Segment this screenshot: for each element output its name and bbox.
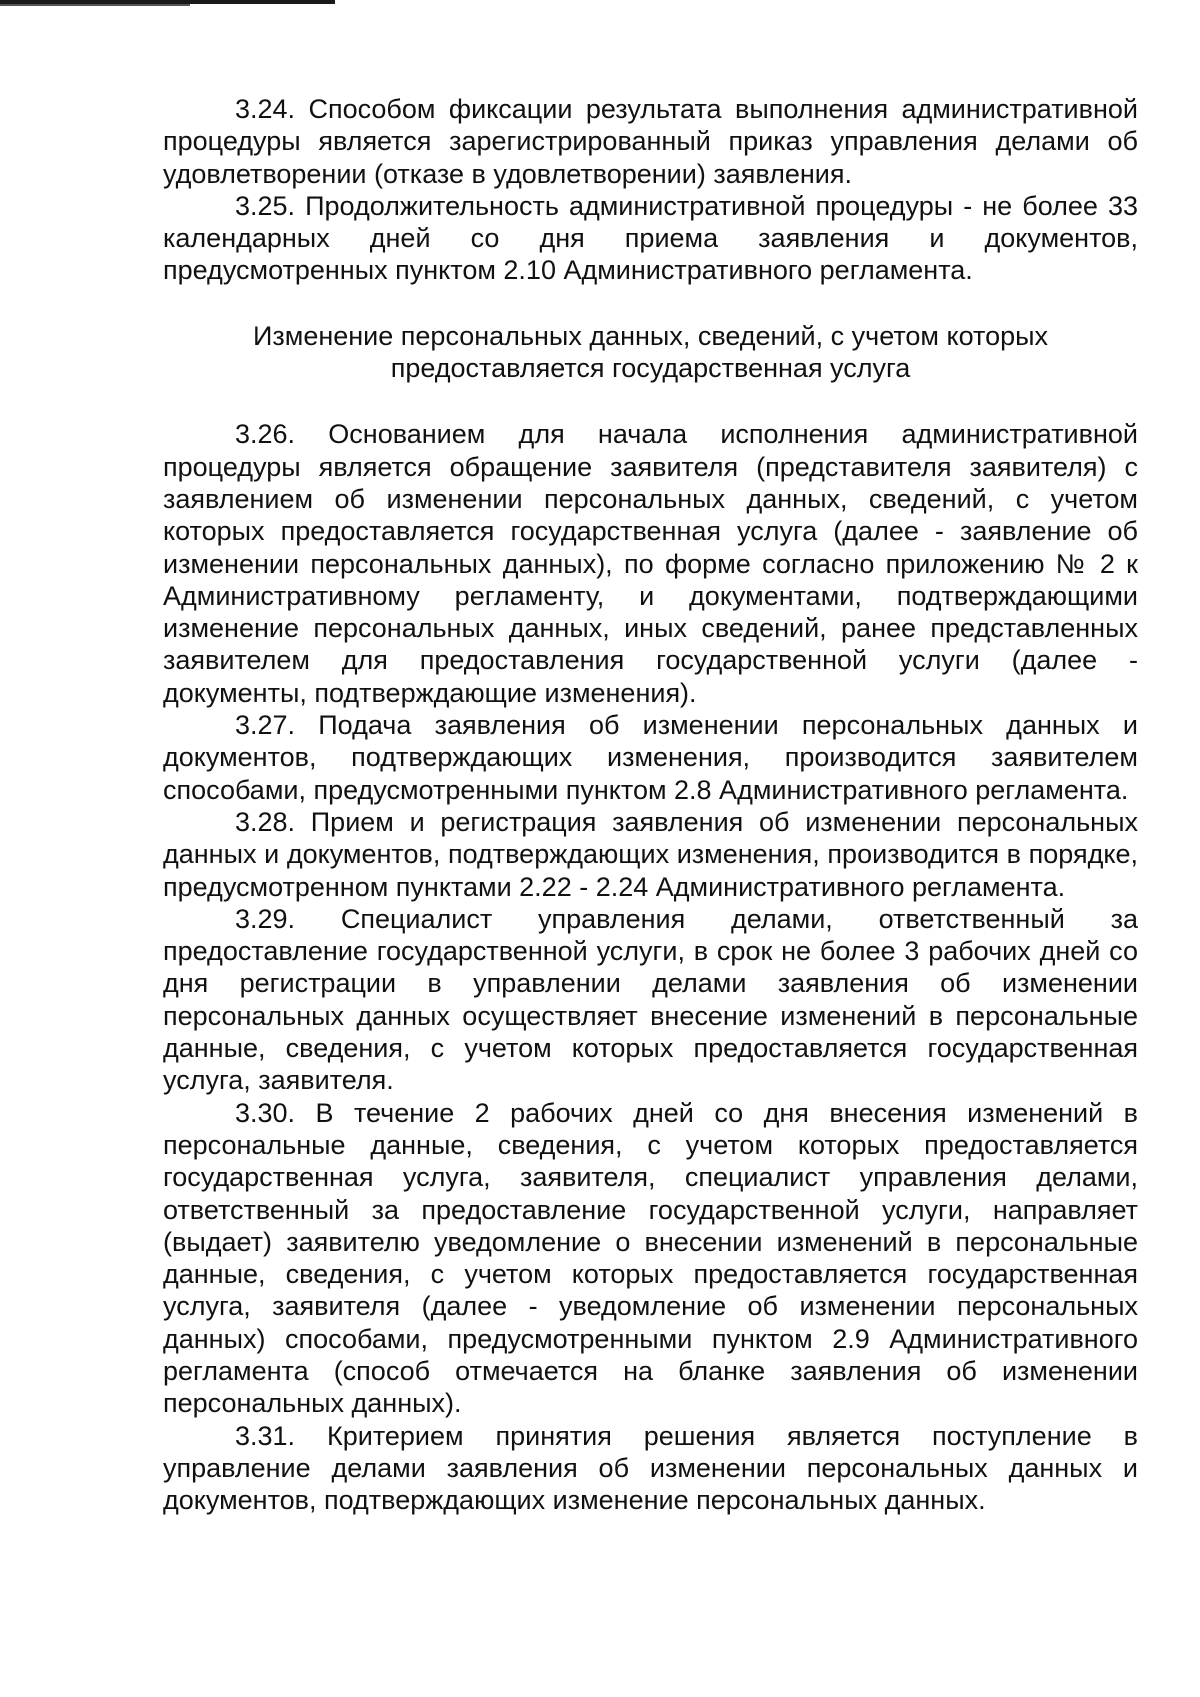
paragraph-3-31: 3.31. Критерием принятия решения является поступление в управление делами заявления об изменении персональных данных и документов, подтверждающих изменение персональных данных. — [163, 1420, 1138, 1516]
scan-edge-mark — [0, 0, 335, 4]
paragraph-3-26: 3.26. Основанием для начала исполнения административной процедуры является обращение заявителя (представителя заявителя) с заявлением об изменении персональных данных, сведений, с учетом которых предоставляется государственная услуга (далее - заявление об изменении персональных данных), по форме согласно приложению № 2 к Административному регламенту, и документами, подтверждающими изменение персональных данных, иных сведений, ранее представленных заявителем для предоставления государственной услуги (далее - документы, подтверждающие изменения). — [163, 419, 1138, 708]
paragraph-3-29: 3.29. Специалист управления делами, ответственный за предоставление государственной услуги, в срок не более 3 рабочих дней со дня регистрации в управлении делами заявления об изменении персональных данных осуществляет внесение изменений в персональные данные, сведения, с учетом которых предоставляется государственная услуга, заявителя. — [163, 903, 1138, 1096]
paragraph-3-27: 3.27. Подача заявления об изменении персональных данных и документов, подтверждающих изменения, производится заявителем способами, предусмотренными пунктом 2.8 Административного регламента. — [163, 710, 1138, 805]
paragraph-3-30: 3.30. В течение 2 рабочих дней со дня внесения изменений в персональные данные, сведения, с учетом которых предоставляется государственная услуга, заявителя, специалист управления делами, ответственный за предоставление государственной услуги, направляет (выдает) заявителю уведомление о внесении изменений в персональные данные, сведения, с учетом которых предоставляется государственная услуга, заявителя (далее - уведомление об изменении персональных данных) способами, предусмотренными пунктом 2.9 Административного регламента (способ отмечается на бланке заявления об изменении персональных данных). — [163, 1097, 1138, 1419]
paragraph-3-24: 3.24. Способом фиксации результата выполнения административной процедуры является зарегистрированный приказ управления делами об удовлетворении (отказе в удовлетворении) заявления. — [163, 94, 1138, 189]
paragraph-3-25: 3.25. Продолжительность административной процедуры - не более 33 календарных дней со дня приема заявления и документов, предусмотренных пунктом 2.10 Административного регламента. — [163, 190, 1138, 286]
document-page — [163, 93, 1138, 1516]
section-heading: Изменение персональных данных, сведений, с учетом которых предоставляется государственная услуга — [252, 320, 1049, 384]
paragraph-3-28: 3.28. Прием и регистрация заявления об изменении персональных данных и документов, подтверждающих изменения, производится в порядке, предусмотренном пунктами 2.22 - 2.24 Административного регламента. — [163, 806, 1138, 902]
